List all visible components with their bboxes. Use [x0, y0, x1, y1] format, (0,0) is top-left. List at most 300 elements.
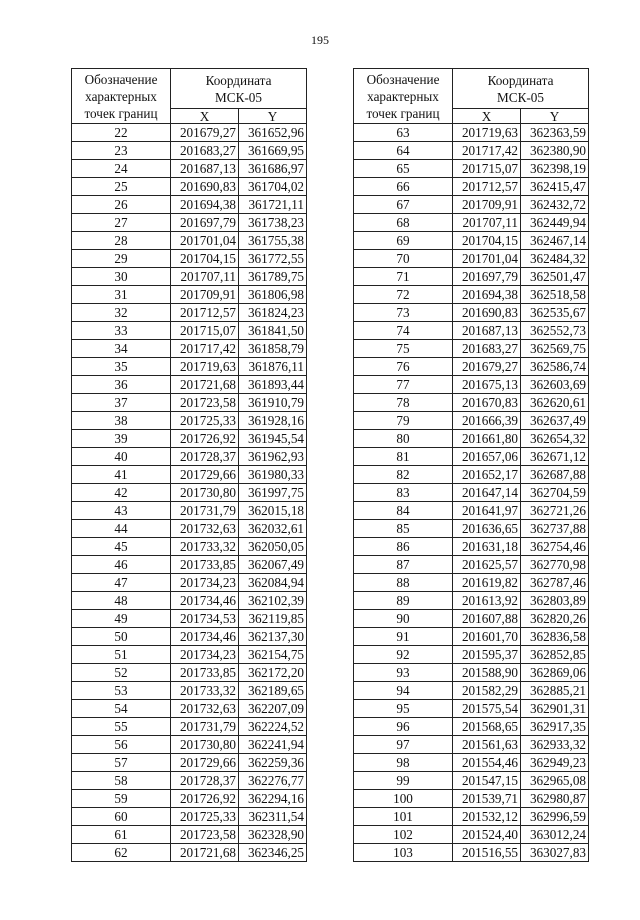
coord-y: 362552,73 — [521, 322, 589, 340]
coord-x: 201625,57 — [453, 556, 521, 574]
point-number: 70 — [354, 250, 453, 268]
point-number: 22 — [72, 124, 171, 142]
point-number: 74 — [354, 322, 453, 340]
point-number: 76 — [354, 358, 453, 376]
coord-x: 201734,23 — [171, 574, 239, 592]
point-number: 59 — [72, 790, 171, 808]
table-row — [354, 178, 589, 196]
point-number: 39 — [72, 430, 171, 448]
coord-y: 362965,08 — [521, 772, 589, 790]
point-number: 78 — [354, 394, 453, 412]
coord-x: 201726,92 — [171, 790, 239, 808]
table-row — [354, 790, 589, 808]
coord-x: 201719,63 — [453, 124, 521, 142]
table-row — [72, 628, 307, 646]
coord-x: 201666,39 — [453, 412, 521, 430]
coord-x: 201582,29 — [453, 682, 521, 700]
point-number: 89 — [354, 592, 453, 610]
coord-x: 201728,37 — [171, 448, 239, 466]
table-row — [354, 682, 589, 700]
table-row — [354, 466, 589, 484]
coord-y: 362869,06 — [521, 664, 589, 682]
point-number: 93 — [354, 664, 453, 682]
point-number: 44 — [72, 520, 171, 538]
point-number: 79 — [354, 412, 453, 430]
point-number: 48 — [72, 592, 171, 610]
coord-y: 362432,72 — [521, 196, 589, 214]
coord-x: 201719,63 — [171, 358, 239, 376]
table-row — [354, 448, 589, 466]
coord-y: 361841,50 — [239, 322, 307, 340]
point-number: 45 — [72, 538, 171, 556]
coord-x: 201729,66 — [171, 754, 239, 772]
table-row — [72, 592, 307, 610]
coord-x: 201670,83 — [453, 394, 521, 412]
point-number: 100 — [354, 790, 453, 808]
table-row — [72, 322, 307, 340]
table-row — [72, 124, 307, 142]
point-number: 77 — [354, 376, 453, 394]
coord-x: 201730,80 — [171, 736, 239, 754]
coord-x: 201730,80 — [171, 484, 239, 502]
table-row — [72, 754, 307, 772]
coord-x: 201725,33 — [171, 808, 239, 826]
table-row — [72, 700, 307, 718]
coord-y: 362346,25 — [239, 844, 307, 862]
table-row — [354, 592, 589, 610]
coord-y: 362671,12 — [521, 448, 589, 466]
point-number: 56 — [72, 736, 171, 754]
coord-y: 362207,09 — [239, 700, 307, 718]
point-number: 95 — [354, 700, 453, 718]
coord-y: 362754,46 — [521, 538, 589, 556]
table-row — [72, 376, 307, 394]
coord-y: 362415,47 — [521, 178, 589, 196]
coord-x: 201712,57 — [171, 304, 239, 322]
coord-x: 201539,71 — [453, 790, 521, 808]
coord-x: 201631,18 — [453, 538, 521, 556]
coord-y: 363012,24 — [521, 826, 589, 844]
table-row — [354, 142, 589, 160]
coord-y: 361893,44 — [239, 376, 307, 394]
header-coordinate-line: МСК-05 — [497, 89, 544, 105]
coord-y: 362933,32 — [521, 736, 589, 754]
table-row — [354, 376, 589, 394]
header-y: Y — [521, 109, 589, 124]
coord-x: 201532,12 — [453, 808, 521, 826]
point-number: 53 — [72, 682, 171, 700]
point-number: 101 — [354, 808, 453, 826]
point-number: 24 — [72, 160, 171, 178]
coord-y: 362996,59 — [521, 808, 589, 826]
table-row — [354, 664, 589, 682]
table-row — [72, 538, 307, 556]
coord-y: 362067,49 — [239, 556, 307, 574]
coord-y: 362949,23 — [521, 754, 589, 772]
table-row — [354, 772, 589, 790]
coord-y: 362852,85 — [521, 646, 589, 664]
coord-x: 201732,63 — [171, 700, 239, 718]
table-row — [354, 340, 589, 358]
point-number: 82 — [354, 466, 453, 484]
table-row — [72, 736, 307, 754]
point-number: 86 — [354, 538, 453, 556]
coord-y: 361962,93 — [239, 448, 307, 466]
coord-y: 362620,61 — [521, 394, 589, 412]
header-designation-line: точек границ — [366, 105, 440, 121]
coord-x: 201697,79 — [171, 214, 239, 232]
coord-y: 362449,94 — [521, 214, 589, 232]
coord-x: 201636,65 — [453, 520, 521, 538]
coord-y: 362885,21 — [521, 682, 589, 700]
coord-y: 362259,36 — [239, 754, 307, 772]
point-number: 50 — [72, 628, 171, 646]
coord-x: 201647,14 — [453, 484, 521, 502]
coord-x: 201641,97 — [453, 502, 521, 520]
header-coordinate — [453, 69, 589, 109]
coord-x: 201723,58 — [171, 394, 239, 412]
coord-y: 362687,88 — [521, 466, 589, 484]
table-row — [354, 430, 589, 448]
coord-x: 201704,15 — [171, 250, 239, 268]
table-row — [354, 628, 589, 646]
coord-y: 362603,69 — [521, 376, 589, 394]
coord-x: 201652,17 — [453, 466, 521, 484]
table-row — [72, 214, 307, 232]
table-row — [354, 718, 589, 736]
coord-y: 361980,33 — [239, 466, 307, 484]
header-x: X — [171, 109, 239, 124]
header-designation-line: характерных — [367, 88, 439, 104]
coord-x: 201715,07 — [453, 160, 521, 178]
table-row — [354, 844, 589, 862]
point-number: 32 — [72, 304, 171, 322]
coord-y: 362050,05 — [239, 538, 307, 556]
table-row — [354, 610, 589, 628]
point-number: 52 — [72, 664, 171, 682]
coord-y: 362154,75 — [239, 646, 307, 664]
point-number: 29 — [72, 250, 171, 268]
header-designation-line: Обозначение — [84, 71, 158, 87]
table-row — [354, 502, 589, 520]
coord-y: 361669,95 — [239, 142, 307, 160]
coord-y: 362836,58 — [521, 628, 589, 646]
coord-x: 201690,83 — [453, 304, 521, 322]
coord-y: 362501,47 — [521, 268, 589, 286]
point-number: 37 — [72, 394, 171, 412]
coord-x: 201683,27 — [171, 142, 239, 160]
coord-y: 362224,52 — [239, 718, 307, 736]
coord-y: 362820,26 — [521, 610, 589, 628]
coord-y: 361824,23 — [239, 304, 307, 322]
table-body — [354, 124, 589, 862]
coord-y: 362721,26 — [521, 502, 589, 520]
point-number: 84 — [354, 502, 453, 520]
table-row — [72, 250, 307, 268]
point-number: 57 — [72, 754, 171, 772]
coord-y: 362311,54 — [239, 808, 307, 826]
point-number: 25 — [72, 178, 171, 196]
coord-x: 201524,40 — [453, 826, 521, 844]
coord-y: 362737,88 — [521, 520, 589, 538]
coord-y: 362189,65 — [239, 682, 307, 700]
point-number: 66 — [354, 178, 453, 196]
point-number: 80 — [354, 430, 453, 448]
coord-x: 201661,80 — [453, 430, 521, 448]
point-number: 94 — [354, 682, 453, 700]
table-row — [354, 826, 589, 844]
coord-x: 201709,91 — [171, 286, 239, 304]
point-number: 27 — [72, 214, 171, 232]
table-row — [72, 718, 307, 736]
coord-y: 362787,46 — [521, 574, 589, 592]
table-row — [354, 394, 589, 412]
coord-y: 361772,55 — [239, 250, 307, 268]
coord-x: 201613,92 — [453, 592, 521, 610]
coord-x: 201734,23 — [171, 646, 239, 664]
header-x: X — [453, 109, 521, 124]
coord-x: 201734,53 — [171, 610, 239, 628]
point-number: 62 — [72, 844, 171, 862]
coord-y: 362328,90 — [239, 826, 307, 844]
table-row — [354, 754, 589, 772]
point-number: 67 — [354, 196, 453, 214]
coord-y: 362917,35 — [521, 718, 589, 736]
coord-x: 201694,38 — [171, 196, 239, 214]
coord-y: 361858,79 — [239, 340, 307, 358]
coord-x: 201726,92 — [171, 430, 239, 448]
coord-x: 201595,37 — [453, 646, 521, 664]
point-number: 81 — [354, 448, 453, 466]
coord-x: 201731,79 — [171, 502, 239, 520]
point-number: 23 — [72, 142, 171, 160]
point-number: 85 — [354, 520, 453, 538]
coord-y: 361876,11 — [239, 358, 307, 376]
table-row — [72, 142, 307, 160]
table-row — [72, 430, 307, 448]
point-number: 40 — [72, 448, 171, 466]
coord-y: 362980,87 — [521, 790, 589, 808]
coord-x: 201701,04 — [453, 250, 521, 268]
table-row — [354, 160, 589, 178]
point-number: 46 — [72, 556, 171, 574]
table-row — [72, 772, 307, 790]
coord-x: 201575,54 — [453, 700, 521, 718]
coord-x: 201731,79 — [171, 718, 239, 736]
coord-x: 201697,79 — [453, 268, 521, 286]
coord-y: 362654,32 — [521, 430, 589, 448]
table-row — [72, 574, 307, 592]
coord-y: 361755,38 — [239, 232, 307, 250]
point-number: 83 — [354, 484, 453, 502]
table-row — [354, 412, 589, 430]
table-row — [72, 286, 307, 304]
point-number: 28 — [72, 232, 171, 250]
table-row — [354, 304, 589, 322]
header-designation-line: характерных — [85, 88, 157, 104]
coord-x: 201657,06 — [453, 448, 521, 466]
coord-y: 362535,67 — [521, 304, 589, 322]
coord-x: 201717,42 — [171, 340, 239, 358]
table-row — [354, 556, 589, 574]
point-number: 73 — [354, 304, 453, 322]
coord-y: 362467,14 — [521, 232, 589, 250]
coord-y: 362172,20 — [239, 664, 307, 682]
coord-x: 201733,85 — [171, 556, 239, 574]
table-row — [72, 394, 307, 412]
point-number: 90 — [354, 610, 453, 628]
point-number: 103 — [354, 844, 453, 862]
coord-x: 201588,90 — [453, 664, 521, 682]
table-row — [354, 358, 589, 376]
table-row — [354, 268, 589, 286]
table-row — [354, 196, 589, 214]
coord-y: 362015,18 — [239, 502, 307, 520]
coord-y: 362363,59 — [521, 124, 589, 142]
header-coordinate-line: Координата — [487, 72, 554, 88]
table-row — [354, 232, 589, 250]
coord-x: 201721,68 — [171, 376, 239, 394]
coord-y: 362032,61 — [239, 520, 307, 538]
point-number: 69 — [354, 232, 453, 250]
coord-y: 361704,02 — [239, 178, 307, 196]
coord-y: 362119,85 — [239, 610, 307, 628]
coord-x: 201607,88 — [453, 610, 521, 628]
coord-y: 362102,39 — [239, 592, 307, 610]
coord-y: 362518,58 — [521, 286, 589, 304]
coord-x: 201733,85 — [171, 664, 239, 682]
coord-x: 201568,65 — [453, 718, 521, 736]
coord-x: 201723,58 — [171, 826, 239, 844]
table-row — [72, 358, 307, 376]
coord-x: 201701,04 — [171, 232, 239, 250]
table-row — [72, 304, 307, 322]
coord-y: 362637,49 — [521, 412, 589, 430]
coord-x: 201679,27 — [453, 358, 521, 376]
table-row — [354, 322, 589, 340]
coord-x: 201704,15 — [453, 232, 521, 250]
point-number: 68 — [354, 214, 453, 232]
table-row — [354, 808, 589, 826]
table-row — [72, 232, 307, 250]
coord-x: 201715,07 — [171, 322, 239, 340]
table-row — [72, 808, 307, 826]
table-row — [72, 268, 307, 286]
point-number: 33 — [72, 322, 171, 340]
coord-x: 201729,66 — [171, 466, 239, 484]
table-row — [72, 682, 307, 700]
point-number: 41 — [72, 466, 171, 484]
coord-y: 362137,30 — [239, 628, 307, 646]
table-row — [72, 412, 307, 430]
point-number: 99 — [354, 772, 453, 790]
point-number: 43 — [72, 502, 171, 520]
table-row — [354, 124, 589, 142]
coord-x: 201601,70 — [453, 628, 521, 646]
coord-y: 362770,98 — [521, 556, 589, 574]
table-row — [72, 196, 307, 214]
coord-y: 363027,83 — [521, 844, 589, 862]
coord-x: 201734,46 — [171, 628, 239, 646]
coordinates-table-right — [353, 68, 589, 862]
point-number: 34 — [72, 340, 171, 358]
coord-x: 201732,63 — [171, 520, 239, 538]
coord-y: 362380,90 — [521, 142, 589, 160]
table-row — [72, 610, 307, 628]
coord-x: 201709,91 — [453, 196, 521, 214]
table-row — [72, 448, 307, 466]
table-row — [354, 700, 589, 718]
coord-y: 361945,54 — [239, 430, 307, 448]
coord-y: 361652,96 — [239, 124, 307, 142]
coord-y: 361997,75 — [239, 484, 307, 502]
coord-x: 201675,13 — [453, 376, 521, 394]
point-number: 88 — [354, 574, 453, 592]
point-number: 36 — [72, 376, 171, 394]
point-number: 102 — [354, 826, 453, 844]
coord-y: 362901,31 — [521, 700, 589, 718]
coord-x: 201516,55 — [453, 844, 521, 862]
point-number: 47 — [72, 574, 171, 592]
coord-x: 201707,11 — [453, 214, 521, 232]
coord-x: 201679,27 — [171, 124, 239, 142]
coord-x: 201687,13 — [171, 160, 239, 178]
header-coordinate-line: Координата — [205, 72, 272, 88]
table-row — [354, 286, 589, 304]
point-number: 30 — [72, 268, 171, 286]
point-number: 54 — [72, 700, 171, 718]
coord-x: 201683,27 — [453, 340, 521, 358]
coord-x: 201728,37 — [171, 772, 239, 790]
coord-y: 362484,32 — [521, 250, 589, 268]
table-body — [72, 124, 307, 862]
coord-x: 201734,46 — [171, 592, 239, 610]
header-coordinate-line: МСК-05 — [215, 89, 262, 105]
coord-y: 362398,19 — [521, 160, 589, 178]
point-number: 72 — [354, 286, 453, 304]
coord-x: 201554,46 — [453, 754, 521, 772]
point-number: 65 — [354, 160, 453, 178]
coord-x: 201733,32 — [171, 538, 239, 556]
point-number: 91 — [354, 628, 453, 646]
coord-y: 362276,77 — [239, 772, 307, 790]
coord-x: 201717,42 — [453, 142, 521, 160]
point-number: 35 — [72, 358, 171, 376]
coord-y: 361806,98 — [239, 286, 307, 304]
coord-y: 362704,59 — [521, 484, 589, 502]
table-row — [72, 790, 307, 808]
point-number: 63 — [354, 124, 453, 142]
point-number: 97 — [354, 736, 453, 754]
coord-y: 362241,94 — [239, 736, 307, 754]
point-number: 71 — [354, 268, 453, 286]
table-row — [72, 502, 307, 520]
point-number: 58 — [72, 772, 171, 790]
coord-x: 201733,32 — [171, 682, 239, 700]
coord-x: 201547,15 — [453, 772, 521, 790]
coord-y: 362569,75 — [521, 340, 589, 358]
table-row — [354, 646, 589, 664]
point-number: 98 — [354, 754, 453, 772]
table-row — [72, 520, 307, 538]
coord-y: 361721,11 — [239, 196, 307, 214]
coord-x: 201694,38 — [453, 286, 521, 304]
coord-y: 361789,75 — [239, 268, 307, 286]
table-row — [354, 484, 589, 502]
point-number: 26 — [72, 196, 171, 214]
coord-y: 361928,16 — [239, 412, 307, 430]
coord-x: 201619,82 — [453, 574, 521, 592]
